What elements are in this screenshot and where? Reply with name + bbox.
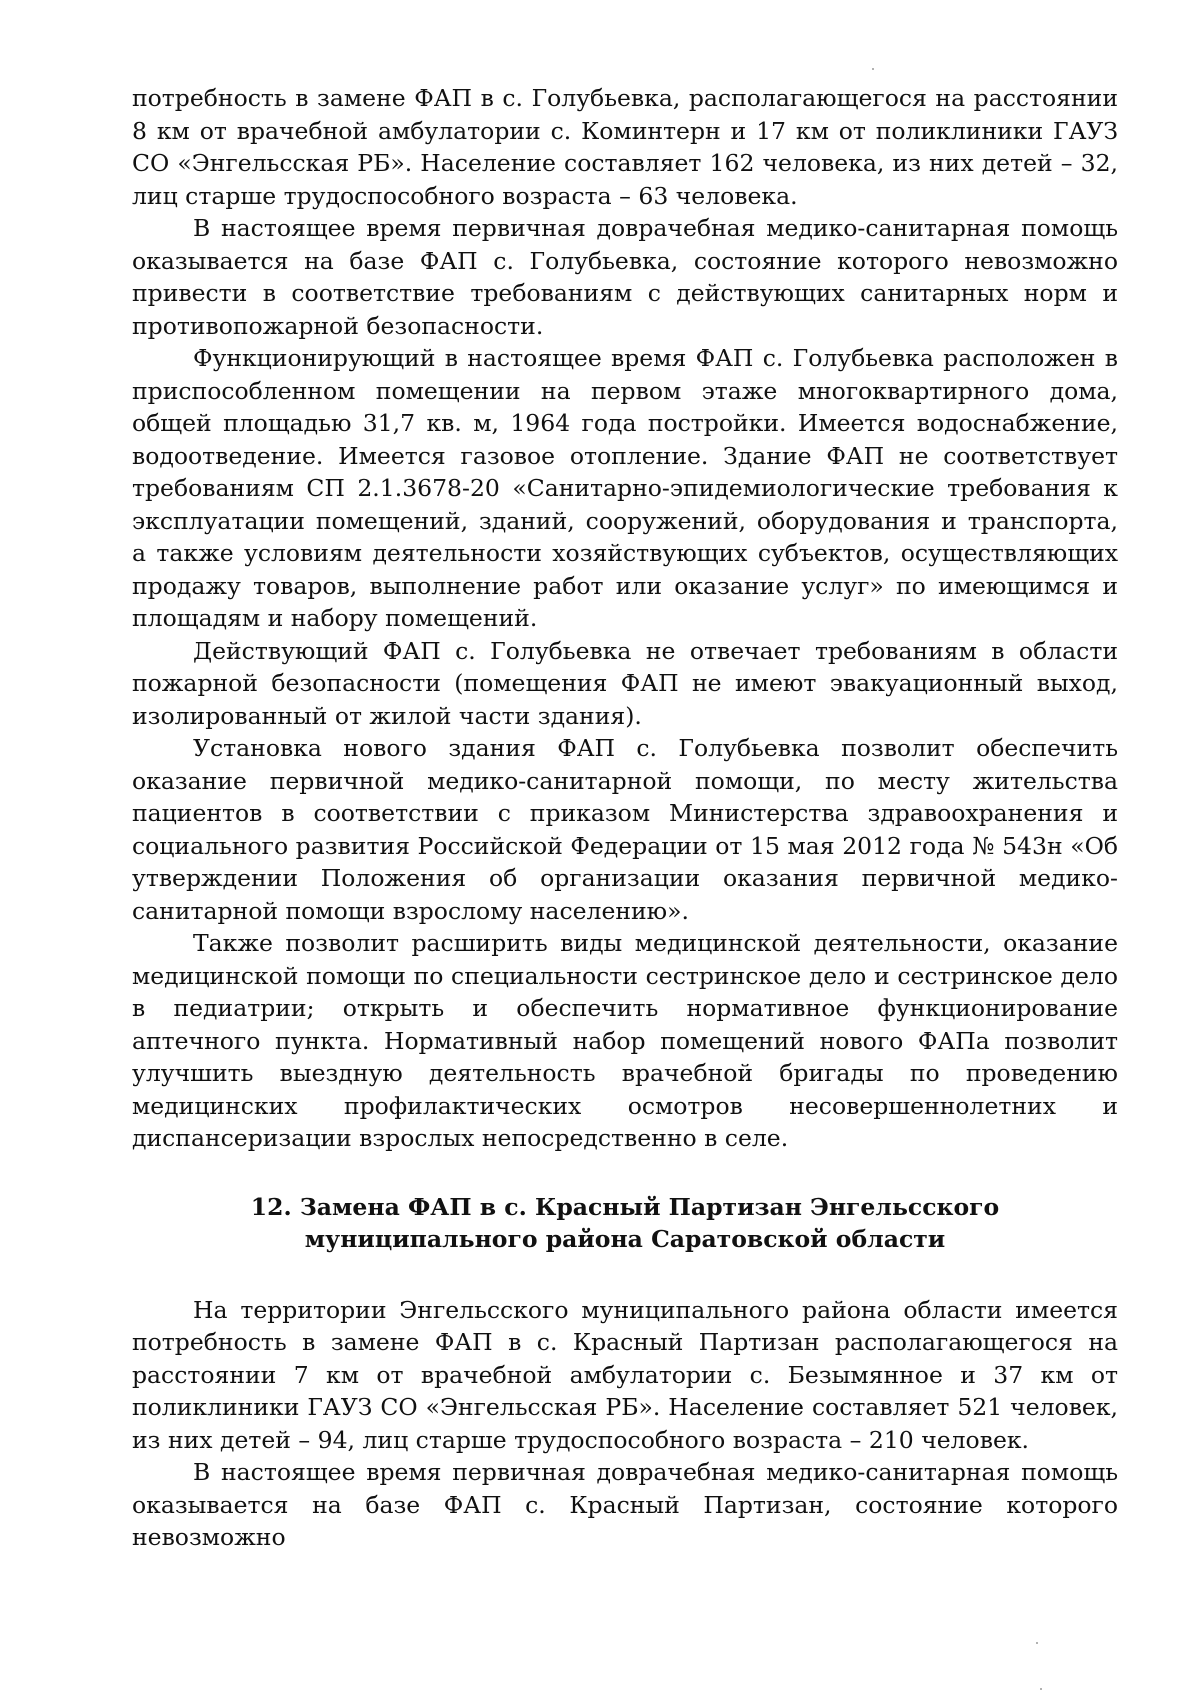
paragraph: На территории Энгельсского муниципального района области имеется потребность в замене ФАП в с. Красный Партизан располагающегося на расстоянии 7 км от врачебной амбулатории с. Безымянное и 37 км от поликлиники ГАУЗ СО «Энгельсская РБ». Население составляет 521 человек, из них детей – 94, лиц старше трудоспособного возраста – 210 человек. — [132, 1295, 1118, 1454]
paragraph: Действующий ФАП с. Голубьевка не отвечает требованиям в области пожарной безопасности (помещения ФАП не имеют эвакуационный выход, изолированный от жилой части здания). — [132, 636, 1118, 730]
paragraph-continuation: потребность в замене ФАП в с. Голубьевка, располагающегося на расстоянии 8 км от врачебной амбулатории с. Коминтерн и 17 км от поликлиники ГАУЗ СО «Энгельсская РБ». Население составляет 162 человека, из них детей – 32, лиц старше трудоспособного возраста – 63 человека. — [132, 84, 1118, 210]
paragraph: В настоящее время первичная доврачебная медико-санитарная помощь оказывается на базе ФАП с. Голубьевка, состояние которого невозможно привести в соответствие требованиям с действующих санитарных норм и противопожарной безопасности. — [132, 214, 1118, 340]
scan-speck — [872, 68, 874, 70]
paragraph: Установка нового здания ФАП с. Голубьевка позволит обеспечить оказание первичной медико-санитарной помощи, по месту жительства пациентов в соответствии с приказом Министерства здравоохранения и социального развития Российской Федерации от 15 мая 2012 года № 543н «Об утверждении Положения об организации оказания первичной медико-санитарной помощи взрослому населению». — [132, 734, 1118, 925]
paragraph: Также позволит расширить виды медицинской деятельности, оказание медицинской помощи по специальности сестринское дело и сестринское дело в педиатрии; открыть и обеспечить нормативное функционирование аптечного пункта. Нормативный набор помещений нового ФАПа позволит улучшить выездную деятельность врачебной бригады по проведению медицинских профилактических осмотров несовершеннолетних и диспансеризации взрослых непосредственно в селе. — [132, 929, 1118, 1152]
document-page — [132, 82, 1118, 1554]
section-heading: 12. Замена ФАП в с. Красный Партизан Энгельсского муниципального района Саратовской области — [250, 1192, 1000, 1253]
paragraph-cut-off: В настоящее время первичная доврачебная медико-санитарная помощь оказывается на базе ФАП с. Красный Партизан, состояние которого невозможно — [132, 1458, 1118, 1551]
scan-speck — [1036, 1642, 1038, 1644]
scan-speck — [1040, 1688, 1042, 1690]
paragraph: Функционирующий в настоящее время ФАП с. Голубьевка расположен в приспособленном помещении на первом этаже многоквартирного дома, общей площадью 31,7 кв. м, 1964 года постройки. Имеется водоснабжение, водоотведение. Имеется газовое отопление. Здание ФАП не соответствует требованиям СП 2.1.3678-20 «Санитарно-эпидемиологические требования к эксплуатации помещений, зданий, сооружений, оборудования и транспорта, а также условиям деятельности хозяйствующих субъектов, осуществляющих продажу товаров, выполнение работ или оказание услуг» по имеющимся и площадям и набору помещений. — [132, 344, 1118, 632]
